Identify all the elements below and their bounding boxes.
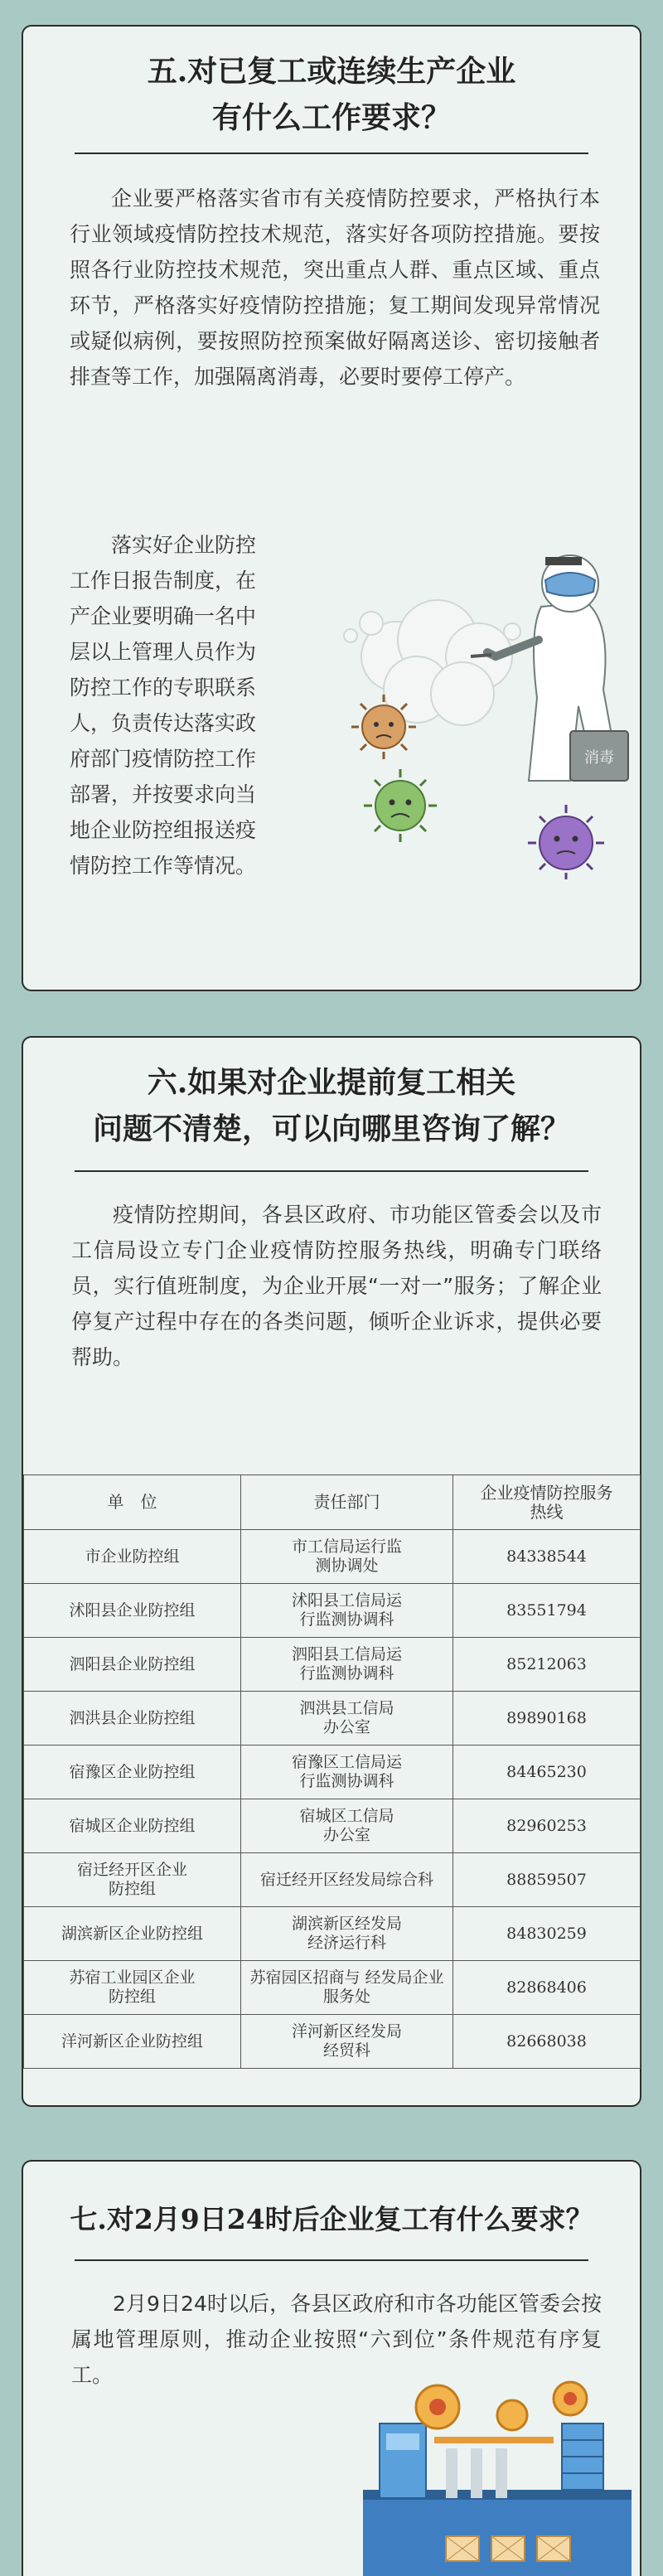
section5-paragraph-2-line: 情防控工作等情况。	[70, 854, 257, 878]
section5-title	[23, 48, 640, 141]
green-virus-icon	[364, 769, 437, 842]
section5-paragraph-2-line: 部署，并按要求向当	[70, 782, 257, 806]
unit-cell: 宿迁经开区企业防控组	[24, 1853, 241, 1907]
phone-cell: 84338544	[453, 1530, 641, 1584]
dept-cell: 宿豫区工信局运行监测协调科	[241, 1746, 453, 1799]
phone-cell: 85212063	[453, 1638, 641, 1692]
unit-cell: 市企业防控组	[24, 1530, 241, 1584]
spray-cloud-icon	[344, 600, 520, 725]
unit-cell: 洋河新区企业防控组	[24, 2015, 241, 2069]
table-header-dept: 责任部门	[241, 1475, 453, 1530]
table-row	[24, 1799, 641, 1853]
phone-cell: 88859507	[453, 1853, 641, 1907]
section7-title-rule	[75, 2259, 588, 2261]
tank-label: 消毒	[584, 749, 614, 767]
dept-cell: 苏宿园区招商与 经发局企业服务处	[241, 1961, 453, 2015]
table-header-unit: 单 位	[24, 1475, 241, 1530]
section7-paragraph: 2月9日24时以后，各县区政府和市各功能区管委会按属地管理原则，推动企业按照“六到位”条件规范有序复工。	[71, 2292, 602, 2387]
dept-cell: 市工信局运行监测协调处	[241, 1530, 453, 1584]
section6-title-rule	[75, 1170, 588, 1172]
section6-paragraph: 疫情防控期间，各县区政府、市功能区管委会以及市工信局设立专门企业疫情防控服务热线，明确专门联络员，实行值班制度，为企业开展“一对一”服务；了解企业停复产过程中存在的各类问题，倾听企业诉求，提供必要帮助。	[71, 1203, 602, 1369]
hotline-table	[23, 1474, 641, 2069]
dept-cell: 湖滨新区经发局经济运行科	[241, 1907, 453, 1961]
disinfection-illustration	[322, 532, 636, 880]
section6-title-line1: 六.如果对企业提前复工相关	[147, 1065, 516, 1100]
table-header-hotline: 企业疫情防控服务热线	[453, 1475, 641, 1530]
phone-cell: 83551794	[453, 1584, 641, 1638]
section7-title: 七.对2月9日24时后企业复工有什么要求？	[70, 2203, 593, 2235]
section6-card	[22, 1036, 641, 2107]
phone-cell: 82868406	[453, 1961, 641, 2015]
table-row	[24, 2015, 641, 2069]
unit-cell: 苏宿工业园区企业防控组	[24, 1961, 241, 2015]
section6-title	[23, 1059, 640, 1152]
table-row	[24, 1692, 641, 1746]
unit-cell: 宿豫区企业防控组	[24, 1746, 241, 1799]
phone-cell: 84830259	[453, 1907, 641, 1961]
section5-paragraph-2-line: 工作日报告制度，在	[70, 569, 257, 593]
section6-title-line2: 问题不清楚，可以向哪里咨询了解？	[92, 1111, 570, 1146]
phone-cell: 82960253	[453, 1799, 641, 1853]
section5-title-rule	[75, 153, 588, 154]
section5-paragraph-2-line: 层以上管理人员作为	[70, 640, 257, 664]
section5-paragraph-2-line: 产企业要明确一名中	[70, 604, 257, 628]
section5-paragraph-2-line: 人，负责传达落实政	[70, 711, 257, 735]
orange-virus-icon	[351, 695, 416, 759]
unit-cell: 宿城区企业防控组	[24, 1799, 241, 1853]
table-row	[24, 1530, 641, 1584]
section5-paragraph-2-line: 府部门疫情防控工作	[70, 747, 257, 771]
section5-paragraph-2-line: 落实好企业防控	[111, 533, 257, 557]
phone-cell: 82668038	[453, 2015, 641, 2069]
section5-paragraph-1: 企业要严格落实省市有关疫情防控要求，严格执行本行业领域疫情防控技术规范，落实好各项防控措施。要按照各行业防控技术规范，突出重点人群、重点区域、重点环节，严格落实好疫情防控措施；复工期间发现异常情况或疑似病例，要按照防控预案做好隔离送诊、密切接触者排查等工作，加强隔离消毒，必要时要停工停产。	[70, 186, 600, 389]
table-row	[24, 1961, 641, 2015]
unit-cell: 沭阳县企业防控组	[24, 1584, 241, 1638]
table-row	[24, 1584, 641, 1638]
dept-cell: 泗阳县工信局运行监测协调科	[241, 1638, 453, 1692]
table-row	[24, 1853, 641, 1907]
dept-cell: 泗洪县工信局办公室	[241, 1692, 453, 1746]
table-row	[24, 1746, 641, 1799]
dept-cell: 宿城区工信局办公室	[241, 1799, 453, 1853]
section5-paragraph-2-line: 防控工作的专职联系	[70, 675, 257, 700]
section5-title-line2: 有什么工作要求？	[211, 100, 451, 135]
factory-illustration	[355, 2374, 640, 2576]
factory-conveyor-icon	[363, 2382, 632, 2576]
unit-cell: 泗阳县企业防控组	[24, 1638, 241, 1692]
disinfectant-tank-icon	[570, 731, 628, 781]
unit-cell: 湖滨新区企业防控组	[24, 1907, 241, 1961]
phone-cell: 84465230	[453, 1746, 641, 1799]
unit-cell: 泗洪县企业防控组	[24, 1692, 241, 1746]
table-header-row	[24, 1475, 641, 1530]
section5-title-line1: 五.对已复工或连续生产企业	[147, 54, 516, 89]
dept-cell: 宿迁经开区经发局综合科	[241, 1853, 453, 1907]
section7-card	[22, 2160, 641, 2576]
dept-cell: 沭阳县工信局运行监测协调科	[241, 1584, 453, 1638]
table-row	[24, 1907, 641, 1961]
phone-cell: 89890168	[453, 1692, 641, 1746]
table-row	[24, 1638, 641, 1692]
section5-card	[22, 25, 641, 991]
section5-paragraph-2-line: 地企业防控组报送疫	[70, 818, 257, 842]
purple-virus-icon	[528, 805, 604, 879]
dept-cell: 洋河新区经发局经贸科	[241, 2015, 453, 2069]
